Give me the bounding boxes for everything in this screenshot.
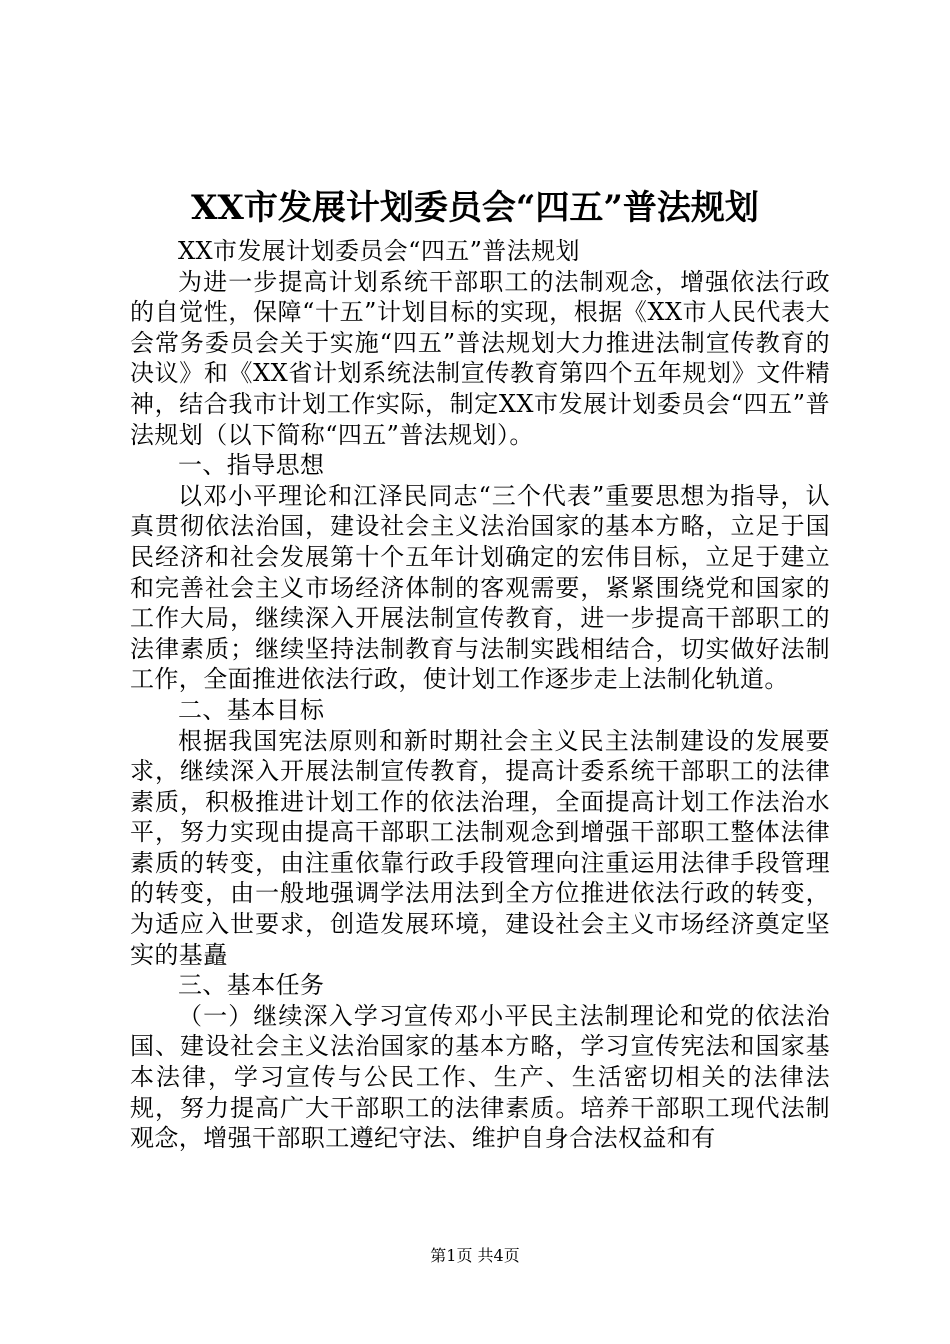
- section-heading-basic-tasks: 三、基本任务: [178, 971, 325, 1000]
- guiding-thought-paragraph: 以邓小平理论和江泽民同志“三个代表”重要思想为指导，认真贯彻依法治国，建设社会主义法治国家的基本方略，立足于国民经济和社会发展第十个五年计划确定的宏伟目标，立足于建立和完善社会主义市场经济体制的客观需要，紧紧围绕党和国家的工作大局，继续深入开展法制宣传教育，进一步提高干部职工的法律素质；继续坚持法制教育与法制实践相结合，切实做好法制工作，全面推进依法行政，使计划工作逐步走上法制化轨道。: [130, 481, 830, 694]
- page-footer: 第1页 共4页: [430, 1246, 520, 1265]
- section-heading-guiding-thought: 一、指导思想: [178, 451, 325, 480]
- basic-goals-paragraph: 根据我国宪法原则和新时期社会主义民主法制建设的发展要求，继续深入开展法制宣传教育，提高计委系统干部职工的法律素质，积极推进计划工作的依法治理，全面提高计划工作法治水平，努力实现由提高干部职工法制观念到增强干部职工整体法律素质的转变，由注重依靠行政手段管理向注重运用法律手段管理的转变，由一般地强调学法用法到全方位推进依法行政的转变，为适应入世要求，创造发展环境，建设社会主义市场经济奠定坚实的基矗: [130, 726, 830, 969]
- document-body: [130, 236, 830, 1154]
- section-heading-basic-goals: 二、基本目标: [178, 695, 325, 724]
- document-title: XX市发展计划委员会“四五”普法规划: [191, 188, 759, 228]
- intro-paragraph: 为进一步提高计划系统干部职工的法制观念，增强依法行政的自觉性，保障“十五”计划目标的实现，根据《XX市人民代表大会常务委员会关于实施“四五”普法规划大力推进法制宣传教育的决议》和《XX省计划系统法制宣传教育第四个五年规划》文件精神，结合我市计划工作实际，制定XX市发展计划委员会“四五”普法规划（以下简称“四五”普法规划）。: [130, 267, 830, 449]
- basic-tasks-paragraph: （一）继续深入学习宣传邓小平民主法制理论和党的依法治国、建设社会主义法治国家的基本方略，学习宣传宪法和国家基本法律，学习宣传与公民工作、生产、生活密切相关的法律法规，努力提高广大干部职工的法律素质。培养干部职工现代法制观念，增强干部职工遵纪守法、维护自身合法权益和有: [130, 1001, 830, 1153]
- subtitle-paragraph: XX市发展计划委员会“四五”普法规划: [178, 237, 580, 265]
